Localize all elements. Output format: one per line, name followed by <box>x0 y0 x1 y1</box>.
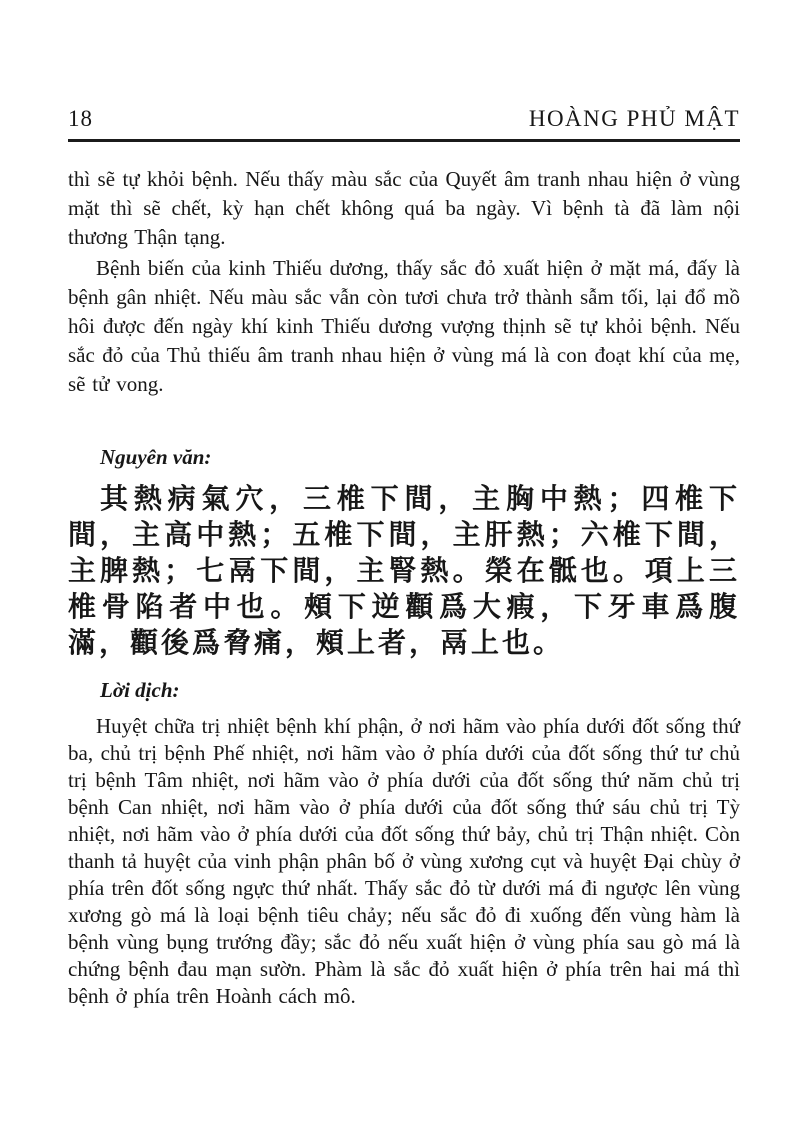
page-number: 18 <box>68 106 93 131</box>
running-title: HOÀNG PHỦ MẬT <box>528 106 740 131</box>
paragraph-thieu-duong: Bệnh biến của kinh Thiếu dương, thấy sắc đỏ xuất hiện ở mặt má, đấy là bệnh gân nhiệt. Nếu màu sắc vẫn còn tươi chưa trở thành sẫm tối, lại đổ mồ hôi được đến ngày khí kinh Thiếu dương vượng thịnh sẽ tự khỏi bệnh. Nếu sắc đỏ của Thủ thiếu âm tranh nhau hiện ở vùng má là con đoạt khí của mẹ, sẽ tử vong. <box>68 256 740 396</box>
page-header <box>68 106 740 142</box>
chinese-original-text: 其熱病氣穴，三椎下間，主胸中熱；四椎下間，主高中熱；五椎下間，主肝熱；六椎下間，主脾熱；七鬲下間，主腎熱。榮在骶也。項上三椎骨陷者中也。頰下逆顴爲大瘕，下牙車爲腹滿，顴後爲脅痛，頰上者，鬲上也。 <box>68 484 740 659</box>
translation-paragraph: Huyệt chữa trị nhiệt bệnh khí phận, ở nơi hãm vào phía dưới đốt sống thứ ba, chủ trị bệnh Phế nhiệt, nơi hãm vào ở phía dưới của đốt sống thứ tư chủ trị bệnh Tâm nhiệt, nơi hãm vào ở phía dưới của đốt sống thứ năm chủ trị bệnh Can nhiệt, nơi hãm vào ở phía dưới của đốt sống thứ sáu chủ trị Tỳ nhiệt, nơi hãm vào ở phía dưới của đốt sống thứ bảy, chủ trị Thận nhiệt. Còn thanh tả huyệt của vinh phận phân bố ở vùng xương cụt và huyệt Đại chùy ở phía trên đốt sống ngực thứ nhất. Thấy sắc đỏ từ dưới má đi ngược lên vùng xương gò má là loại bệnh tiêu chảy; nếu sắc đỏ đi xuống đến vùng hàm là bệnh vùng bụng trướng đầy; sắc đỏ nếu xuất hiện ở vùng phía sau gò má là chứng bệnh đau mạn sườn. Phàm là sắc đỏ xuất hiện ở phía trên hai má thì bệnh ở phía trên Hoành cách mô. <box>68 714 740 1008</box>
loi-dich-heading: Lời dịch: <box>100 678 180 702</box>
paragraph-continuation: thì sẽ tự khỏi bệnh. Nếu thấy màu sắc của Quyết âm tranh nhau hiện ở vùng mặt thì sẽ chết, kỳ hạn chết không quá ba ngày. Vì bệnh tà đã làm nội thương Thận tạng. <box>68 167 740 249</box>
page-body <box>68 165 740 1010</box>
nguyen-van-heading: Nguyên văn: <box>100 445 212 469</box>
